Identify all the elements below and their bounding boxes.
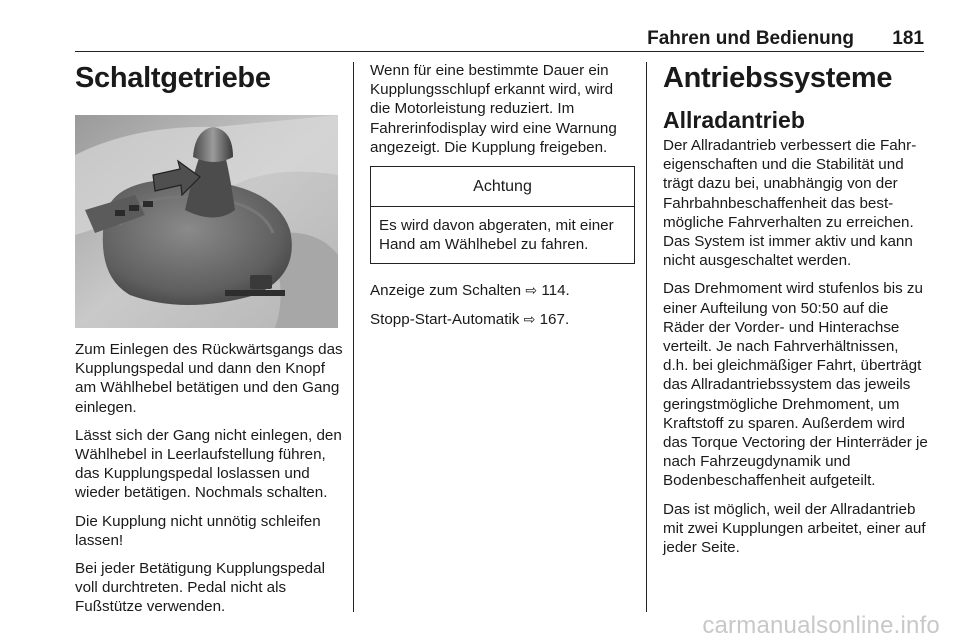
cross-reference[interactable] [370, 281, 635, 300]
column-1-text [75, 340, 347, 626]
paragraph: Das Drehmoment wird stufenlos bis zu einer Aufteilung von 50:50 auf die Räder der Vorder- und Hinterachse verteilt. Je nach Fahrverhältnissen, d.h. bei gleichmäßiger Fahrt, überträgt das Allradantriebssystem das jeweils geringstmögliche Drehmoment, um Kraftstoff zu sparen. Außerdem wird das Torque Vectoring der Hinterräder je nach Fahrzeugdynamik und Bodenbeschaffenheit aufgeteilt. [663, 280, 928, 490]
watermark: carmanualsonline.info [702, 612, 940, 639]
page-number: 181 [892, 28, 924, 49]
ref-label: Anzeige zum Schalten [370, 282, 522, 300]
paragraph: Wenn für eine bestimmte Dauer ein Kupplungsschlupf erkannt wird, wird die Motorleistung reduziert. Im Fahrerinfodisplay wird eine Warnung angezeigt. Die Kupplung freigeben. [370, 62, 617, 156]
column-2-text [370, 61, 635, 338]
ref-page: 114. [541, 282, 570, 300]
warning-text: Es wird davon abgeraten, mit einer Hand am Wählhebel zu fahren. [379, 217, 614, 254]
header-divider [75, 51, 924, 52]
cross-reference[interactable] [370, 310, 635, 329]
warning-box [370, 166, 635, 264]
ref-label: Stopp-Start-Automatik [370, 310, 520, 328]
paragraph: Die Kupplung nicht unnötig schleifen lassen! [75, 512, 321, 549]
paragraph: Bei jeder Betätigung Kupplungspedal voll durchtreten. Pedal nicht als Fußstütze verwenden. [75, 560, 325, 616]
gear-shift-photo [75, 115, 338, 328]
section-title: Fahren und Bedienung [647, 28, 854, 49]
paragraph: Das ist möglich, weil der Allradantrieb mit zwei Kupplungen arbeitet, einer auf jeder Seite. [663, 500, 926, 557]
reference-arrow-icon: ⇨ [523, 310, 536, 327]
paragraph: Lässt sich der Gang nicht einlegen, den Wählhebel in Leerlaufstellung führen, das Kupplungspedal loslassen und wieder betätigen. Nochmals schalten. [75, 426, 342, 502]
column-3-text [663, 136, 928, 566]
reference-arrow-icon: ⇨ [525, 282, 538, 299]
ref-page: 167. [539, 310, 570, 328]
paragraph: Zum Einlegen des Rückwärtsgangs das Kupplungspedal und dann den Knopf am Wählhebel betätigen und den Gang einlegen. [75, 341, 343, 416]
heading-schaltgetriebe: Schaltgetriebe [75, 62, 271, 94]
paragraph: Der Allradantrieb verbessert die Fahreigenschaften und die Stabilität und trägt dazu bei, unabhängig von der Fahrbahnbeschaffenheit das bestmögliche Fahrverhalten zu erreichen. Das System ist immer aktiv und kann nicht ausgeschaltet werden. [663, 137, 917, 270]
warning-title: Achtung [371, 167, 634, 207]
heading-antriebssysteme: Antriebssysteme [663, 62, 893, 94]
column-divider-1 [353, 62, 354, 612]
page-header [75, 28, 924, 50]
subheading-allradantrieb: Allradantrieb [663, 107, 805, 133]
column-divider-2 [646, 62, 647, 612]
